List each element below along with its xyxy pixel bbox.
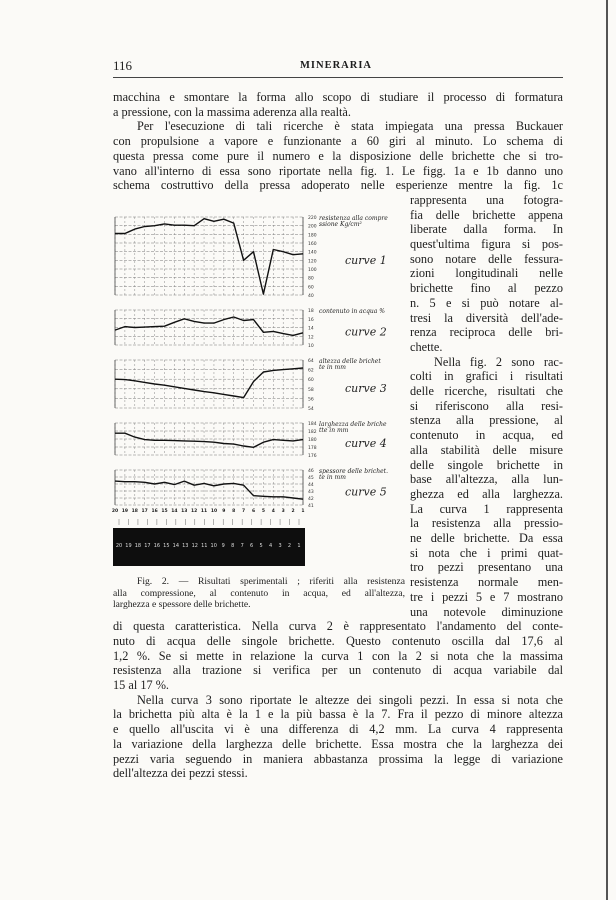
text-line: 15 al 17 %. [113,678,170,692]
text-line: si nota che i primi quat- [410,545,563,560]
x-axis-label: 4 [271,509,275,514]
x-axis-label: 20 [111,509,119,514]
x-axis-label: 11 [200,509,208,514]
text-line: Nella curva 3 sono riportate le altezze dei singoli pezzi. In essa si nota che [137,692,563,707]
tick-label: 60 [308,378,314,384]
text-line: schema costruttivo della pressa adoperato nelle esperienze mentre la fig. 1c [113,178,563,193]
curve-description: contenuto in acqua % [319,308,385,315]
tick-label: 80 [308,276,314,282]
scan-edge [606,0,608,900]
text-line: sono notare delle fessura- [410,251,563,266]
text-line: vano all'interno di essa sono riportate nella fig. 1. Le figg. 1a e 1b danno uno [113,163,563,178]
text-line: ghezza ed alla larghezza. [410,486,563,501]
photo-number: 16 [153,543,161,549]
text-line: n. 5 e si può notare al- [410,295,563,310]
x-axis-label: 2 [291,509,295,514]
curve-description: ssione Kg/cm² [319,221,362,228]
text-line: renza reciproca delle bri- [410,325,563,340]
x-axis-label: 10 [210,509,218,514]
photo-number: 20 [115,543,123,549]
text-line: la brichetta più alta è la 1 e la più bassa è la 7. Fra il pezzo di minore altezza [113,707,563,722]
text-line: Per l'esecuzione di tali ricerche è stata impiegata una pressa Buckauer [137,119,563,134]
tick-label: 160 [308,242,317,247]
tick-label: 16 [308,317,314,323]
text-line: rappresenta una fotogra- [410,192,563,207]
photo-number: 7 [240,543,244,549]
photo-number: 15 [163,543,170,549]
x-axis-label: 5 [261,509,265,514]
tick-label: 41 [308,504,314,509]
x-axis-label: 12 [191,509,198,514]
text-line: stenza alla pressione, al [410,413,563,428]
header-rule [113,77,563,78]
text-line: delle singole brichette in [410,457,563,472]
figure-2-charts [113,215,408,570]
x-axis-label: 17 [141,509,148,514]
curve-description: altezza delle brichet [319,358,381,365]
curve-name: curve 4 [345,437,387,450]
photo-number: 11 [201,543,208,549]
photo-number: 4 [268,543,273,549]
curve-description: larghezza delle briche [319,421,387,428]
photo-number: 5 [259,543,263,549]
curve-line-4 [115,433,303,447]
text-line: La curva 1 rappresenta [410,501,563,516]
text-line: contenuto in acqua, ed [410,428,563,443]
text-line: ne delle brichette. Da essa [410,531,563,546]
text-line: questa pressa come pure il numero e la disposizione delle brichette che si tro- [113,148,563,163]
tick-label: 62 [308,368,314,374]
tick-label: 178 [308,446,317,451]
curve-name: curve 2 [345,325,387,339]
text-line: resistenza alla trazione si verifica per un contenuto di acqua variabile dal [113,663,563,678]
x-axis-label: 3 [281,509,285,514]
text-line: la resistenza alla pressio- [410,516,563,531]
tick-label: 180 [308,233,317,239]
curve-line-1 [115,219,303,294]
tick-label: 42 [308,497,314,502]
curve-description: spessore delle brichet. [319,468,388,475]
curve-description: te in mm [319,364,346,371]
tick-label: 44 [308,483,314,488]
tick-label: 56 [308,397,314,403]
body-text-top [113,90,563,193]
text-line: base all'altezza, alla lun- [410,472,563,487]
tick-label: 43 [308,490,314,495]
x-axis-label: 16 [151,509,158,514]
curve-description: tte in mm [319,427,349,434]
text-line: tro pezzi presentano una [410,560,563,575]
tick-label: 120 [308,259,317,265]
curve-line-3 [115,368,303,398]
tick-label: 200 [308,224,317,230]
text-line: si riferiscono alla resi- [410,398,563,413]
tick-label: 10 [308,344,314,349]
curve-name: curve 3 [345,382,387,395]
figure-caption [113,576,405,611]
x-axis-label: 7 [242,509,246,514]
text-line: pezzi varia seguendo in maniera abbastanza prossima la legge di variazione [113,751,563,766]
text-line: tre i pezzi 5 e 7 mostrano [410,589,563,604]
text-line: con propulsione a vapore e funzionante a 60 giri al minuto. Lo schema di [113,134,563,149]
curve-name: curve 5 [345,485,387,499]
text-line: macchina e smontare la forma allo scopo di studiare il processo di formatura [113,90,563,104]
text-line: liberate dalla forma. In [410,222,563,237]
tick-label: 140 [308,250,317,256]
text-line: chette. [410,339,443,354]
tick-label: 12 [308,335,314,341]
text-line: Nella fig. 2 sono rac- [434,354,563,369]
running-title: MINERARIA [300,60,372,71]
text-line: a pressione, con la massima aderenza alla realtà. [113,104,351,119]
curve-name: curve 1 [345,254,387,267]
photo-number: 2 [287,543,292,549]
text-line: tresi la diversità dell'ade- [410,310,563,325]
body-text-bottom [113,619,563,781]
x-axis-label: 18 [131,509,138,514]
text-line: dell'altezza dei pezzi stessi. [113,766,248,781]
text-line: fia delle brichette appena [410,207,563,222]
x-axis-label: 9 [222,509,226,514]
text-line: colti in grafici i risultati [410,369,563,384]
tick-label: 176 [308,454,317,459]
text-line: 1,2 %. Se si mette in relazione la curva 1 con la 2 si nota che la massima [113,648,563,663]
text-line: Fig. 2. — Risultati sperimentali ; riferiti alla resistenza [137,576,405,587]
curve-line-2 [115,317,303,335]
photo-number: 17 [144,543,151,549]
tick-label: 60 [308,285,314,291]
tick-label: 18 [308,309,314,314]
text-line: larghezza e spessore delle brichette. [113,599,251,610]
tick-label: 180 [308,438,317,443]
text-line: brichette fino al pezzo [410,281,563,296]
x-axis-label: 15 [161,509,168,514]
photo-number: 18 [134,543,142,549]
photo-number: 14 [172,543,180,549]
text-line: e quello all'uscita vi è una differenza di 4,2 mm. La curva 4 rappresenta [113,722,563,737]
photo-number: 12 [191,543,198,549]
tick-label: 182 [308,430,317,435]
tick-label: 46 [308,469,314,474]
text-line: di questa caratteristica. Nella curva 2 è rappresentato l'andamento del conte- [113,619,563,634]
tick-label: 40 [308,294,314,299]
text-line: una notevole diminuzione [410,604,563,619]
text-line: alla compressione, al contenuto in acqua, ed all'altezza, [113,587,405,599]
x-axis-label: 14 [171,509,178,514]
photo-number: 8 [231,543,235,549]
text-line: zioni longitudinali nelle [410,266,563,281]
text-line: resistenza normale men- [410,575,563,590]
photo-number: 9 [221,543,225,549]
photo-number: 13 [182,543,189,549]
photo-number: 10 [210,543,217,549]
photo-number: 19 [125,543,132,549]
briquette-photograph [113,528,305,566]
text-line: nuto di acqua delle singole brichette. Questo contenuto oscilla dal 17,6 al [113,633,563,648]
tick-label: 64 [308,359,314,364]
tick-label: 54 [308,407,314,412]
tick-label: 220 [308,216,317,221]
photo-number: 3 [278,543,282,549]
tick-label: 184 [308,422,317,427]
text-line: quest'ultima figura si pos- [410,237,563,251]
x-axis-label: 1 [301,509,305,514]
x-axis-label: 13 [181,509,188,514]
tick-label: 14 [308,326,314,332]
x-axis-label: 8 [232,509,236,514]
x-axis-label: 19 [121,509,129,514]
curve-description: resistenza alla compre [319,215,388,222]
page-number: 116 [113,58,133,73]
tick-label: 100 [308,268,317,273]
x-axis-label: 6 [251,509,256,514]
photo-number: 6 [250,543,254,549]
text-line: alla stabilità delle misure [410,442,563,457]
photo-number: 1 [297,543,301,549]
text-line: la variazione della larghezza delle brichette. Essa mostra che la larghezza dei [113,736,563,751]
tick-label: 58 [308,387,314,393]
body-text-right-column [410,193,563,619]
curve-description: te in mm [319,474,346,481]
tick-label: 45 [308,476,314,481]
text-line: delle ricerche, risultati che [410,384,563,399]
